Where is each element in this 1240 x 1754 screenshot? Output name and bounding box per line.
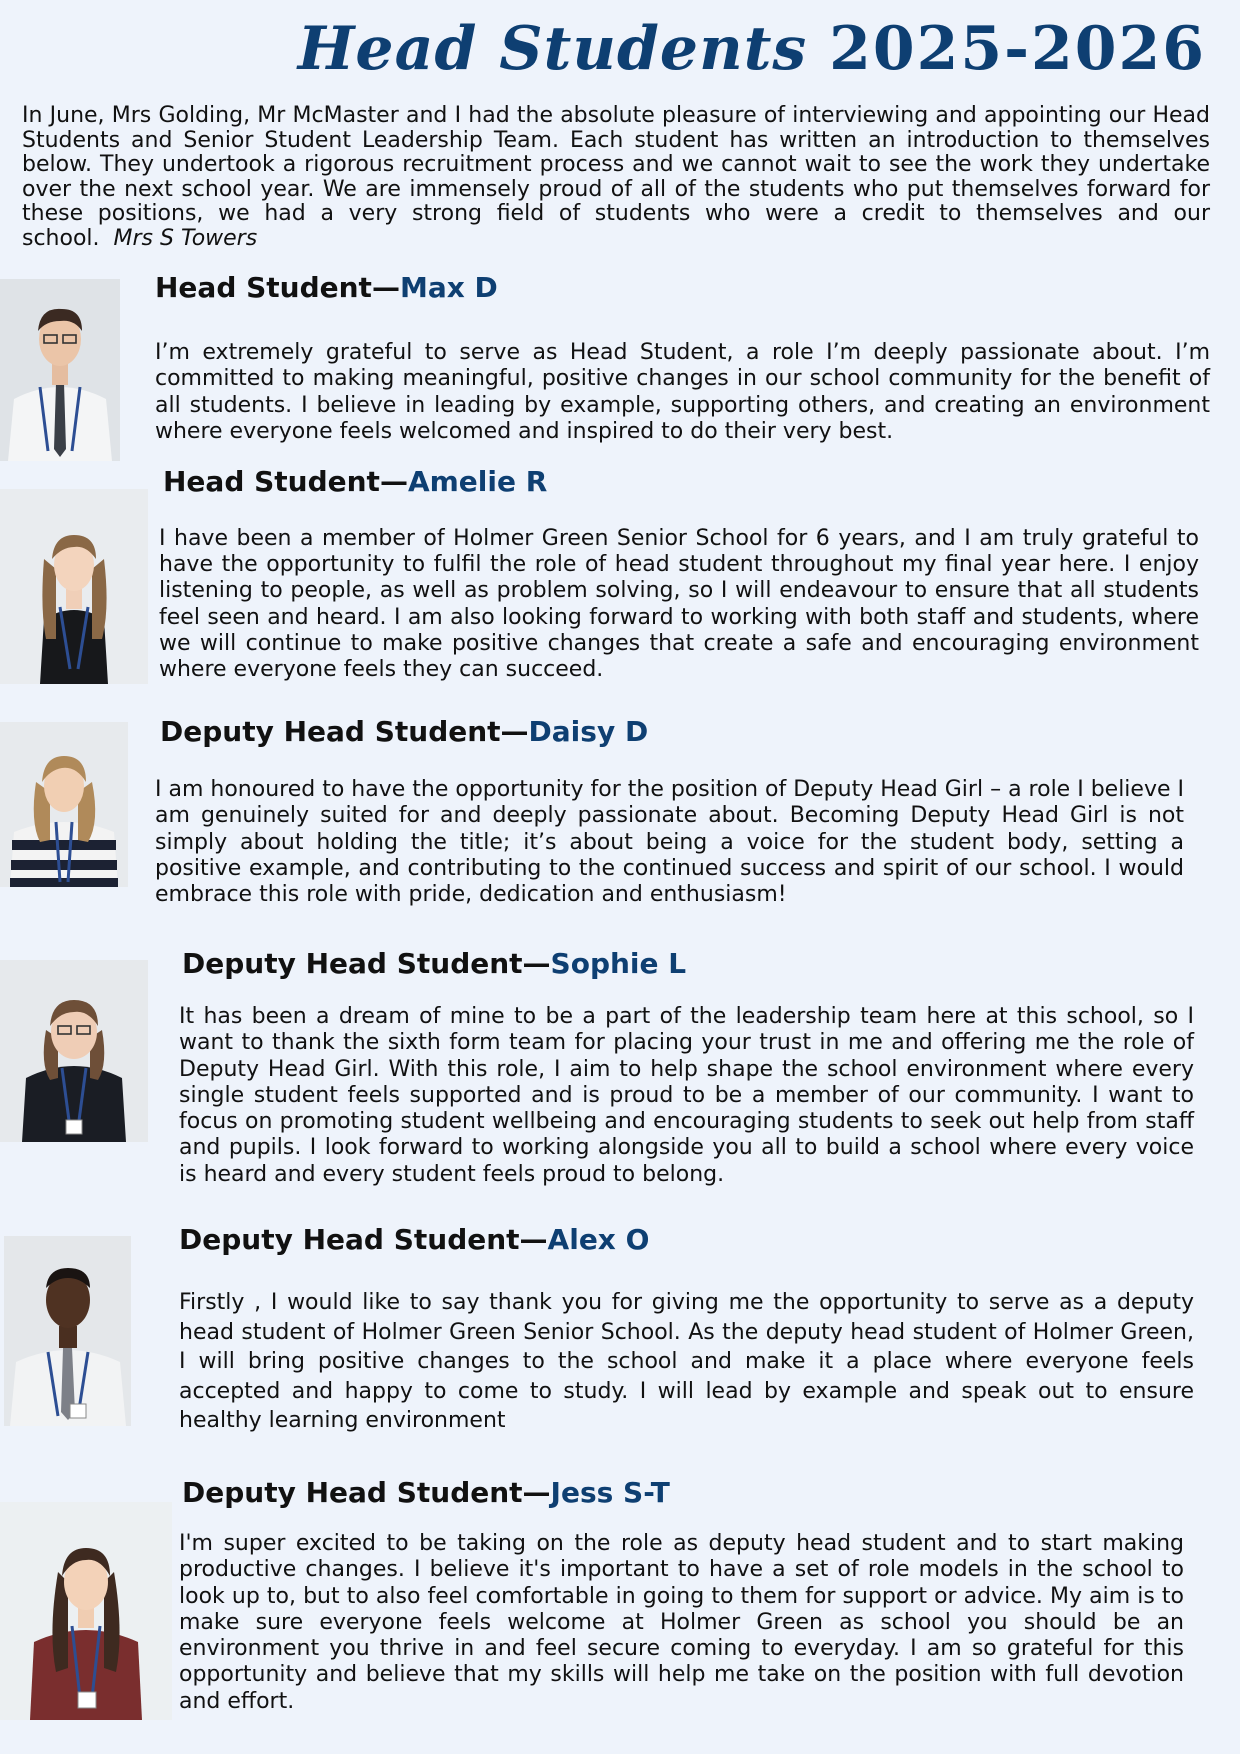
student-bio: I am honoured to have the opportunity for the position of Deputy Head Girl – a role I believe I am genuinely suited for and deeply passionate about. Becoming Deputy Head Girl is not simply about holding the title; it’s about being a voice for the student body, setting a positive example, and contributing to the continued success and spirit of our school. I would embrace this role with pride, dedication and enthusiasm! (155, 777, 1184, 908)
student-photo (4, 1236, 131, 1426)
student-heading (182, 947, 686, 980)
student-name: Sophie L (550, 947, 687, 980)
student-role: Deputy Head Student— (179, 1223, 548, 1256)
intro-signature: Mrs S Towers (113, 225, 258, 251)
student-role: Deputy Head Student— (182, 947, 551, 980)
student-photo (0, 279, 120, 461)
student-heading (163, 465, 547, 498)
intro-text: In June, Mrs Golding, Mr McMaster and I had the absolute pleasure of interviewing and appointing our Head Students and Senior Student Leadership Team. Each student has written an introduction to themselves below. They undertook a rigorous recruitment process and we cannot wait to see the work they undertake over the next school year. We are immensely proud of all of the students who put themselves forward for these positions, we had a very strong field of students who were a credit to themselves and our school. (22, 103, 1210, 251)
student-photo (0, 489, 148, 684)
intro-paragraph (22, 104, 1210, 252)
student-heading (179, 1223, 649, 1256)
student-role: Deputy Head Student— (160, 715, 529, 748)
student-name: Amelie R (407, 465, 548, 498)
student-heading (182, 1476, 670, 1509)
student-bio: I have been a member of Holmer Green Senior School for 6 years, and I am truly grateful to have the opportunity to fulfil the role of head student throughout my final year here. I enjoy listening to people, as well as problem solving, so I will endeavour to ensure that all students feel seen and heard. I am also looking forward to working with both staff and students, where we will continue to make positive changes that create a safe and encouraging environment where everyone feels they can succeed. (159, 526, 1199, 683)
page-title (298, 14, 1206, 84)
student-photo (0, 960, 148, 1142)
student-heading (155, 271, 498, 304)
title-year: 2025-2026 (829, 14, 1206, 84)
student-role: Head Student— (163, 465, 408, 498)
student-name: Jess S-T (550, 1476, 670, 1509)
student-role: Head Student— (155, 271, 400, 304)
student-name: Alex O (547, 1223, 650, 1256)
student-photo (0, 722, 128, 887)
student-role: Deputy Head Student— (182, 1476, 551, 1509)
student-photo (0, 1502, 172, 1720)
student-name: Daisy D (528, 715, 649, 748)
student-name: Max D (399, 271, 498, 304)
student-bio: It has been a dream of mine to be a part of the leadership team here at this school, so I want to thank the sixth form team for placing your trust in me and offering me the role of Deputy Head Girl. With this role, I aim to help shape the school environment where every single student feels supported and is proud to be a member of our community. I want to focus on promoting student wellbeing and encouraging students to seek out help from staff and pupils. I look forward to working alongside you all to build a school where every voice is heard and every student feels proud to belong. (179, 1004, 1194, 1187)
title-main: Head Students (297, 14, 808, 84)
student-heading (160, 715, 648, 748)
student-bio: Firstly , I would like to say thank you for giving me the opportunity to serve as a deputy head student of Holmer Green Senior School. As the deputy head student of Holmer Green, I will bring positive changes to the school and make it a place where everyone feels accepted and happy to come to study. I will lead by example and speak out to ensure healthy learning environment (179, 1290, 1194, 1433)
student-bio: I'm super excited to be taking on the role as deputy head student and to start making productive changes. I believe it's important to have a set of role models in the school to look up to, but to also feel comfortable in going to them for support or advice. My aim is to make sure everyone feels welcome at Holmer Green as school you should be an environment you thrive in and feel secure coming to everyday. I am so grateful for this opportunity and believe that my skills will help me take on the position with full devotion and effort. (179, 1531, 1184, 1714)
student-bio: I’m extremely grateful to serve as Head Student, a role I’m deeply passionate about. I’m committed to making meaningful, positive changes in our school community for the benefit of all students. I believe in leading by example, supporting others, and creating an environment where everyone feels welcomed and inspired to do their very best. (155, 340, 1210, 444)
